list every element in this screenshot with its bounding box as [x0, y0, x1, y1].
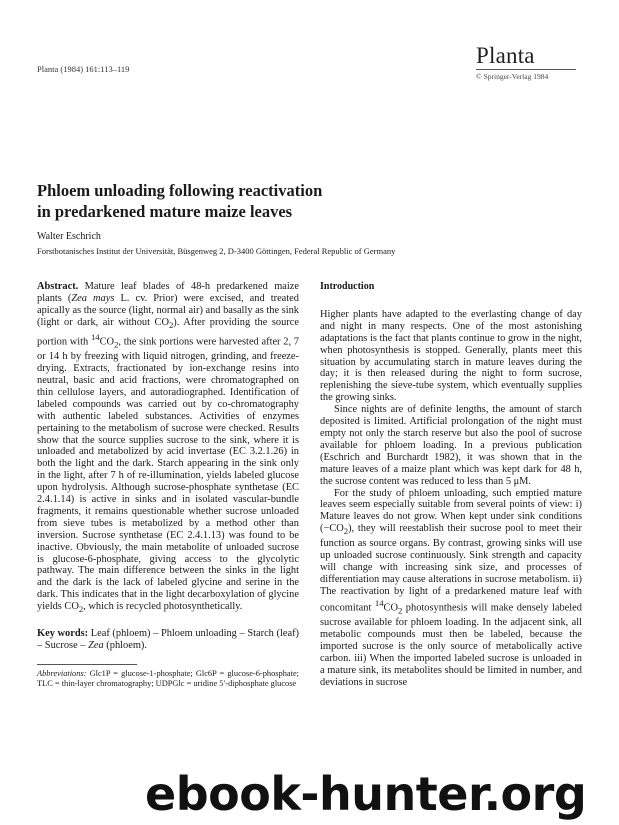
logo-divider — [476, 69, 576, 70]
subscript-2: 2 — [78, 604, 84, 615]
publisher-copyright: © Springer-Verlag 1984 — [476, 72, 549, 81]
keywords-label: Key words: — [37, 628, 89, 640]
abstract-text-4: CO — [99, 336, 115, 348]
journal-citation: Planta (1984) 161:113–119 — [37, 64, 130, 74]
keywords — [37, 628, 299, 652]
journal-name: Planta — [476, 43, 535, 68]
subscript-2: 2 — [397, 605, 403, 616]
abstract-text-1: Mature leaf blades of 48-h predarkened maize plants ( — [37, 281, 299, 304]
intro-p3-text-4: photosynthesis will make densely labeled sucrose available for phloem loading. In the adjacent sink, all metabolic compounds must then be labeled, because the imported sucrose is the only source of metabolically active carbon. iii) When the imported labeled sucrose is unloaded in a mature sink, its metabolites should be limited in number, and deviations in sucrose — [320, 602, 582, 688]
superscript-14: 14 — [90, 331, 100, 342]
left-column — [37, 281, 299, 690]
abbreviations-footnote — [37, 669, 299, 690]
intro-p3-text-1: For the study of phloem unloading, such emptied mature leaves seem especially suitable from several points of view: i) Mature leaves do not grow. When kept under sink conditions (−CO — [320, 487, 582, 535]
title-line-2: in predarkened mature maize leaves — [37, 202, 293, 221]
author-affiliation: Forstbotanisches Institut der Universität, Büsgenweg 2, D-3400 Göttingen, Federal Republic of Germany — [37, 246, 396, 256]
abstract-text-2: L. cv. Prior) were excised, and treated apically as the source (light, normal air) and basally as the sink (light or dark, air without CO — [37, 292, 299, 328]
superscript-14: 14 — [374, 597, 384, 608]
watermark: ebook-hunter.org — [145, 767, 587, 821]
abstract-label: Abstract. — [37, 281, 79, 292]
abbreviations-label: Abbreviations: — [37, 668, 87, 678]
keywords-text-2: (phloem). — [103, 640, 147, 652]
subscript-2: 2 — [168, 319, 174, 330]
journal-logo — [476, 44, 578, 81]
keywords-genus: Zea — [88, 640, 104, 652]
abstract-text-5: , the sink portions were harvested after 2, 7 or 14 h by freezing with liquid nitrogen, grinding, and freeze-drying. Extracts, fractionated by ion-exchange resins into neutral, basic and acid fractions, were chromatographed on thin cellulose layers, and autoradiographed. Identification of labeled compounds was carried out by co-chromatography with authentic labeled substances. Activities of enzymes pertaining to the metabolism of sucrose were checked. Results show that the source supplies sucrose to the sink, where it is unloaded and metabolized by acid invertase (EC 3.2.1.26) in both the light and the dark. Starch appearing in the sink only in the light, after 7 h of re-illumination, yields labeled glucose upon hydrolysis. Although sucrose-phosphate synthetase (EC 2.4.1.14) is active in sinks and in isolated vascular-bundle fragments, it remains questionable whether sucrose unloaded from sieve tubes is metabolized by a method other than inversion. Sucrose synthetase (EC 2.4.1.13) was found to be inactive. Obviously, the main metabolite of unloaded sucrose is glucose-6-phosphate, giving access to the glycolytic pathway. The main difference between the sinks in the light and the dark is the lack of labeled glycine and serine in the dark. This indicates that in the light decarboxylation of glycine yields CO — [37, 336, 299, 613]
intro-paragraph-2: Since nights are of definite lengths, the amount of starch deposited is limited. Artificial prolongation of the night must empty not only the starch reserve but also the pool of sucrose available for phloem loading. In a previous publication (Eschrich and Burchardt 1982), it was shown that in the mature leaves of a maize plant which was kept dark for 48 h, the sucrose content was reduced to less than 5 μM. — [320, 404, 582, 487]
right-column — [320, 281, 582, 689]
section-heading-introduction: Introduction — [320, 281, 375, 292]
abbreviations-text: Glc1P = glucose-1-phosphate; Glc6P = glucose-6-phosphate; TLC = thin-layer chromatography; UDPGlc = uridine 5′-diphosphate glucose — [37, 668, 299, 689]
title-line-1: Phloem unloading following reactivation — [37, 181, 323, 200]
author-name: Walter Eschrich — [37, 231, 101, 242]
intro-paragraph-1: Higher plants have adapted to the everlasting change of day and night in many respects. One of the most astonishing adaptations is the fact that plants continue to grow in the night, when photosynthesis is stopped. Generally, plants meet this situation by accumulating starch in mature leaves during the day; it is then released during the night to form sucrose, replenishing the sieve-tube system, which eventually supplies the growing sinks. — [320, 308, 582, 404]
keywords-text-1: Leaf (phloem) – Phloem unloading – Starch (leaf) – Sucrose – — [37, 628, 299, 652]
abstract-text-6: , which is recycled photosynthetically. — [83, 601, 243, 613]
intro-paragraph-3 — [320, 488, 582, 689]
abstract-text-3: ). After providing the source portion with — [37, 316, 299, 348]
article-title — [37, 180, 487, 222]
abstract — [37, 281, 299, 616]
intro-p3-text-2: ), they will reestablish their sucrose pool to meet their function as source organs. By contrast, growing sinks will use up unloaded sucrose continuously. Sink strength and capacity will change with increasing sink size, and processes of differentiation may cause alterations in sucrose metabolism. ii) The reactivation by light of a predarkened mature leaf with concomitant — [320, 523, 582, 614]
footnote-divider — [37, 664, 137, 665]
intro-p3-text-3: CO — [383, 602, 398, 614]
subscript-2: 2 — [114, 339, 119, 350]
abstract-species: Zea mays — [71, 292, 115, 304]
subscript-2: 2 — [343, 526, 349, 537]
